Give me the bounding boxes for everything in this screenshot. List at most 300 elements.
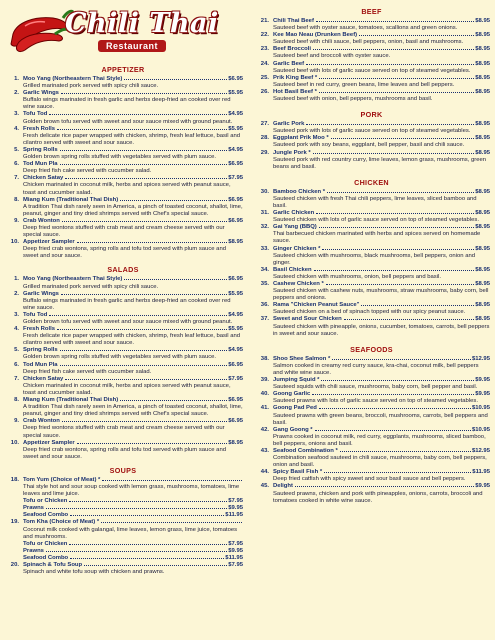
dot-leader (77, 242, 228, 243)
item-header (23, 276, 243, 283)
item-price: $8.95 (475, 121, 490, 128)
menu-item (3, 562, 243, 576)
item-name: Jungle Pork * (273, 149, 311, 156)
item-description: Sauteed prawns with lots of garlic sauce served on top of steamed vegetables. (273, 398, 478, 405)
dot-leader (319, 408, 471, 409)
menu-item (253, 18, 490, 32)
restaurant-logo (3, 0, 243, 60)
item-name: Fresh Rolls (23, 125, 56, 132)
item-body (273, 32, 490, 46)
dot-leader (332, 359, 471, 360)
item-header (273, 75, 490, 82)
menu-item (3, 519, 243, 562)
item-name: Eggplant Prik Moo * (273, 135, 329, 142)
item-price: $5.95 (228, 290, 243, 297)
item-header (273, 61, 490, 68)
item-number: 6. (14, 361, 19, 368)
item-price: $11.95 (472, 469, 490, 476)
item-header (273, 246, 490, 253)
menu-item (253, 75, 490, 89)
item-price: $8.95 (475, 32, 490, 39)
item-description: Buffalo wings marinated in fresh garlic and herbs deep-fried an cooked over red wine sauce. (23, 97, 231, 111)
item-name: Garlic Beef (273, 60, 305, 67)
beef-section (253, 7, 490, 103)
menu-item (253, 32, 490, 46)
item-option (23, 512, 243, 519)
item-name: Spring Rolls (23, 347, 58, 354)
item-description: Sauteed prawns with green beans, broccoli, mushrooms, carrots, bell peppers and basil. (273, 412, 488, 426)
item-body (23, 291, 243, 312)
item-name: Garlic Pork (273, 121, 305, 128)
item-description: Sauteed beef with oyster sauce, tomatoes, scallions and green onions. (273, 25, 458, 32)
item-body (273, 18, 490, 32)
item-body (23, 147, 243, 161)
menu-item (253, 405, 490, 426)
menu-item (253, 89, 490, 103)
item-number: 34. (260, 266, 269, 273)
option-name: Tofu or Chicken (23, 498, 68, 505)
item-price: $9.95 (475, 483, 490, 490)
item-number: 19. (10, 519, 19, 526)
menu-item (3, 376, 243, 397)
item-description: Deep fried crab wontons, spring rolls and tofu tod served with plum sauce and sweet and sour sauce. (23, 446, 227, 460)
item-name: Moo Yang (Northeastern Thai Style) (23, 76, 123, 82)
item-name: Goong Garlic (273, 391, 311, 398)
item-option (23, 498, 243, 505)
option-name: Tofu or Chicken (23, 540, 68, 547)
item-name: Chicken Satay (23, 175, 64, 182)
item-body (23, 418, 243, 439)
item-price: $8.95 (475, 88, 490, 95)
item-price: $6.95 (228, 217, 243, 224)
item-description: Combination seafood sauteed in chili sauce, mushrooms, baby corn, bell peppers, onion and basil. (273, 455, 487, 469)
item-body (273, 75, 490, 89)
item-price: $9.95 (475, 391, 490, 398)
dot-leader (124, 79, 227, 80)
item-body (273, 150, 490, 171)
item-name: Prik King Beef * (273, 74, 318, 81)
dot-leader (120, 400, 227, 401)
section-title: CHICKEN (354, 177, 389, 187)
item-price: $6.95 (228, 76, 243, 82)
item-name: Ginger Chicken * (273, 245, 321, 252)
item-number: 37. (260, 316, 269, 323)
item-number: 45. (260, 483, 269, 490)
dot-leader (315, 430, 471, 431)
option-name: Seafood Combo (23, 554, 69, 561)
item-description: Golden brown tofu served with sweet and sour sauce mixed with ground peanut. (23, 319, 233, 325)
dot-leader (46, 551, 227, 552)
item-price: $12.95 (471, 447, 490, 454)
item-name: Tod Mun Pla (23, 361, 58, 368)
item-description: Thai style hot and sour soup cooked with lemon grass, mushrooms, tomatoes, lime leaves and lime juice. (23, 483, 240, 498)
item-header (23, 477, 243, 484)
item-description: Fresh delicate rice paper wrapped with chicken, shrimp, fresh leaf lettuce, basil and cilantro served with sweet and sour sauce. (23, 333, 241, 347)
item-header (23, 347, 243, 354)
item-header (273, 356, 490, 363)
item-name: Fresh Rolls (23, 326, 56, 333)
menu-item (3, 397, 243, 418)
item-header (273, 391, 490, 398)
menu-item (3, 90, 243, 111)
item-header (273, 377, 490, 384)
item-body (23, 126, 243, 147)
item-number: 10. (10, 439, 19, 446)
item-header (23, 218, 243, 225)
restaurant-subtitle: Restaurant (98, 40, 166, 52)
item-body (273, 391, 490, 405)
item-body (273, 89, 490, 103)
item-body (23, 562, 243, 576)
dot-leader (69, 544, 227, 545)
item-name: Crab Wonton (23, 217, 60, 224)
item-number: 36. (260, 302, 269, 309)
item-body (23, 440, 243, 461)
item-price: $8.95 (475, 302, 490, 309)
option-price: $7.95 (228, 498, 243, 505)
item-price: $8.95 (475, 281, 490, 287)
item-price: $8.95 (475, 149, 490, 156)
menu-item (253, 448, 490, 469)
menu-item (253, 121, 490, 135)
item-price: $8.95 (475, 245, 490, 252)
item-number: 27. (260, 121, 269, 128)
item-description: Deep fried wontons stuffed with crab meat and cream cheese served with our special sauce. (23, 224, 225, 239)
item-description: Deep fried wontons stuffed with crab meat and cream cheese served with our special sauce. (23, 425, 225, 439)
item-name: Spinach & Tofu Soup (23, 562, 83, 568)
item-number: 22. (260, 32, 269, 39)
item-price: $8.95 (475, 46, 490, 53)
item-name: Sweet and Sour Chicken (273, 316, 342, 323)
option-name: Prawns (23, 505, 44, 512)
item-name: Hot Basil Beef * (273, 88, 317, 95)
item-price: $6.95 (228, 276, 243, 283)
menu-item (3, 126, 243, 147)
item-name: Miang Kum (Traditional Thai Dish) (23, 397, 119, 404)
dot-leader (49, 114, 227, 115)
item-price: $6.95 (228, 196, 243, 203)
option-price: $9.95 (228, 505, 243, 512)
dot-leader (313, 153, 475, 154)
item-number: 18. (10, 476, 19, 483)
item-name: Cashew Chicken * (273, 281, 324, 287)
dot-leader (316, 21, 474, 22)
menu-item (3, 76, 243, 90)
item-price: $8.95 (475, 224, 490, 231)
dot-leader (306, 124, 474, 125)
item-header (273, 448, 490, 455)
item-header (23, 326, 243, 333)
item-number: 4. (14, 326, 19, 333)
item-price: $7.95 (228, 562, 243, 568)
dot-leader (322, 249, 474, 250)
item-price: $4.95 (228, 347, 243, 354)
item-body (23, 218, 243, 239)
item-number: 32. (260, 224, 269, 231)
item-header (23, 111, 243, 118)
menu-item (3, 362, 243, 376)
item-body (273, 281, 490, 302)
item-header (23, 161, 243, 168)
item-body (273, 246, 490, 267)
item-header (273, 469, 490, 476)
menu-item (253, 427, 490, 448)
item-description: Spinach and white tofu soup with chicken and prawns. (23, 569, 165, 576)
item-body (273, 427, 490, 448)
pork-section (253, 110, 490, 171)
menu-item (253, 135, 490, 149)
item-description: Sauteed beef in red curry, green beans, lime leaves and bell peppers. (273, 81, 455, 88)
menu-item (253, 210, 490, 224)
item-body (273, 316, 490, 337)
menu-item (253, 302, 490, 316)
dot-leader (62, 221, 227, 222)
item-number: 30. (260, 188, 269, 195)
dot-leader (319, 92, 474, 93)
item-number: 1. (14, 76, 19, 82)
dot-leader (70, 515, 224, 516)
item-description: Sauteed chicken on a bed of spinach topped with our spicy peanut sauce. (273, 309, 466, 316)
item-header (273, 483, 490, 490)
item-header (23, 362, 243, 369)
menu-item (253, 61, 490, 75)
seafoods-section (253, 345, 490, 505)
dot-leader (62, 421, 227, 422)
item-header (273, 302, 490, 309)
item-number: 4. (14, 125, 19, 132)
item-name: Appetizer Sampler (23, 439, 75, 446)
item-price: $8.95 (475, 135, 490, 142)
item-name: Shoo Shee Salmon * (273, 355, 331, 362)
item-header (23, 175, 243, 182)
item-body (273, 224, 490, 245)
dot-leader (319, 78, 474, 79)
item-name: Spring Rolls (23, 146, 58, 153)
dot-leader (340, 451, 471, 452)
section-title: APPETIZER (101, 65, 145, 74)
item-description: Buffalo wings marinated in fresh garlic and herbs deep-fried an cooked over red wine sauce. (23, 297, 231, 311)
restaurant-name: Chili Thai (65, 8, 219, 39)
item-number: 29. (260, 149, 269, 156)
item-number: 3. (14, 111, 19, 118)
item-number: 20. (10, 562, 19, 568)
item-number: 7. (14, 375, 19, 382)
item-price: $5.95 (228, 326, 243, 333)
item-price: $8.95 (475, 316, 490, 323)
item-body (23, 76, 243, 90)
item-description: Sauteed prawns, chicken and pork with pineapples, onions, carrots, broccoli and tomatoes cooked in white wine sauce. (273, 490, 483, 504)
item-description: Golden brown spring rolls stuffed with vegetables served with plum sauce. (23, 154, 217, 161)
item-body (23, 347, 243, 361)
item-description: Sauteed chicken with pineapple, onions, cucumber, tomatoes, carrots, bell peppers in sweet and sour sauce. (273, 323, 490, 337)
item-number: 3. (14, 311, 19, 318)
option-price: $11.95 (225, 554, 243, 561)
item-header (23, 291, 243, 298)
item-header (273, 316, 490, 323)
dot-leader (344, 319, 475, 320)
menu-item (253, 150, 490, 171)
item-number: 35. (260, 281, 269, 287)
item-number: 5. (14, 146, 19, 153)
dot-leader (60, 150, 228, 151)
item-name: Tom Yum (Choice of Meat) * (23, 476, 101, 483)
item-name: Jumping Squid * (273, 377, 320, 384)
item-body (23, 175, 243, 196)
item-number: 26. (260, 88, 269, 95)
menu-item (3, 161, 243, 175)
item-header (23, 312, 243, 319)
item-header (273, 89, 490, 96)
item-header (23, 397, 243, 404)
item-header (273, 121, 490, 128)
menu-item (253, 391, 490, 405)
dot-leader (46, 508, 227, 509)
item-body (273, 405, 490, 426)
item-header (273, 189, 490, 196)
item-number: 2. (14, 90, 19, 97)
item-description: Sauteed beef and broccoli with oyster sauce. (273, 53, 391, 60)
item-body (23, 376, 243, 397)
item-price: $7.95 (228, 375, 243, 382)
item-description: Deep fried fish cake served with cucumber salad. (23, 368, 152, 375)
item-header (273, 46, 490, 53)
item-header (273, 224, 490, 231)
menu-item (253, 316, 490, 337)
item-header (273, 267, 490, 274)
item-price: $8.95 (475, 60, 490, 67)
item-number: 44. (260, 469, 269, 476)
option-price: $7.95 (228, 540, 243, 547)
item-header (23, 562, 243, 569)
item-description: A tradition Thai dish rarely seen in America, a pinch of toasted coconut, shallot, lime, peanut, ginger and tiny dried shrimps served with Chef's special sauce. (23, 203, 243, 217)
item-name: Seafood Combination * (273, 447, 338, 454)
item-price: $6.95 (228, 161, 243, 168)
item-name: Tod Mun Pla (23, 161, 58, 168)
dot-leader (102, 480, 242, 481)
item-description: Sauteed chicken with mushrooms, onion, bell peppers and basil. (273, 273, 441, 280)
item-number: 2. (14, 290, 19, 297)
menu-item (3, 218, 243, 239)
item-price: $8.95 (228, 439, 243, 446)
item-name: Garlic Wings (23, 90, 59, 97)
item-description: Sauteed beef with onion, bell peppers, mushrooms and basil. (273, 96, 433, 103)
item-description: Grilled marinated pork served with spicy chili sauce. (23, 83, 159, 90)
section-title: SOUPS (109, 465, 137, 475)
item-price: $6.95 (228, 361, 243, 368)
dot-leader (316, 213, 474, 214)
dot-leader (65, 178, 227, 179)
item-body (23, 362, 243, 376)
menu-item (253, 46, 490, 60)
item-name: Bamboo Chicken * (273, 188, 326, 195)
item-body (273, 61, 490, 75)
dot-leader (359, 35, 474, 36)
item-body (273, 469, 490, 483)
dot-leader (60, 164, 228, 165)
item-body (23, 477, 243, 520)
menu-item (253, 356, 490, 377)
menu-item (3, 276, 243, 290)
menu-item (3, 111, 243, 125)
item-name: Gang Goong * (273, 426, 313, 433)
dot-leader (60, 365, 228, 366)
dot-leader (49, 315, 227, 316)
item-description: Sauteed chicken with lots of garlic sauce served on top of steamed vegetables. (273, 217, 479, 224)
item-name: Tom Kha (Choice of Meat) * (23, 519, 100, 526)
dot-leader (65, 379, 227, 380)
menu-item (253, 246, 490, 267)
item-header (23, 440, 243, 447)
item-header (23, 76, 243, 83)
item-number: 38. (260, 355, 269, 362)
item-description: Sauteed chicken with mushrooms, black mushrooms, bell peppers, onion and ginger. (273, 252, 476, 266)
item-number: 31. (260, 210, 269, 217)
item-description: Deep fried crab wontons, spring rolls and tofu tod served with plum sauce and sweet and sour sauce. (23, 246, 227, 260)
dot-leader (61, 294, 227, 295)
dot-leader (84, 565, 227, 566)
menu-item (3, 175, 243, 196)
item-price: $7.95 (228, 175, 243, 182)
appetizer-section (3, 65, 243, 260)
item-header (273, 18, 490, 25)
item-number: 8. (14, 397, 19, 404)
item-name: Rama "Chicken Peanut Sauce" (273, 302, 360, 309)
item-body (23, 312, 243, 326)
item-option (23, 541, 243, 548)
item-description: Fresh delicate rice paper wrapped with chicken, shrimp, fresh leaf lettuce, basil and cilantro served with sweet and sour sauce. (23, 132, 241, 146)
section-title: SEAFOODS (350, 344, 393, 354)
item-number: 9. (14, 217, 19, 224)
item-price: $4.95 (228, 311, 243, 318)
dot-leader (312, 394, 474, 395)
menu-item (3, 147, 243, 161)
item-description: Sauteed pork with red country curry, lime leaves, lemon grass, mushrooms, green beans and basil. (273, 156, 487, 170)
item-price: $8.95 (475, 266, 490, 273)
item-price: $5.95 (228, 90, 243, 97)
item-price: $5.95 (228, 125, 243, 132)
item-body (273, 135, 490, 149)
item-body (273, 189, 490, 210)
dot-leader (70, 558, 224, 559)
item-description: Sauteed beef with chili sauce, bell peppers, onion, basil and mushrooms. (273, 39, 464, 46)
item-header (23, 197, 243, 204)
soups-section (3, 466, 243, 576)
item-price: $6.95 (228, 397, 243, 404)
item-body (23, 397, 243, 418)
item-price: $8.95 (475, 188, 490, 195)
item-body (23, 239, 243, 260)
item-description: Sauteed pork with soy beans, eggplant, bell pepper, basil and chili sauce. (273, 142, 465, 149)
item-number: 42. (260, 426, 269, 433)
item-body (273, 46, 490, 60)
dot-leader (57, 129, 227, 130)
item-body (23, 111, 243, 125)
item-name: Crab Wonton (23, 418, 60, 425)
item-header (273, 427, 490, 434)
dot-leader (314, 270, 475, 271)
item-body (273, 377, 490, 391)
left-column (3, 0, 243, 576)
dot-leader (120, 200, 227, 201)
item-option (23, 505, 243, 512)
item-name: Garlic Wings (23, 290, 59, 297)
item-name: Appetizer Sampler (23, 239, 75, 246)
dot-leader (57, 329, 227, 330)
item-name: Tofu Tod (23, 311, 48, 318)
item-name: Moo Yang (Northeastern Thai Style) (23, 276, 123, 283)
dot-leader (306, 64, 474, 65)
item-number: 23. (260, 46, 269, 53)
